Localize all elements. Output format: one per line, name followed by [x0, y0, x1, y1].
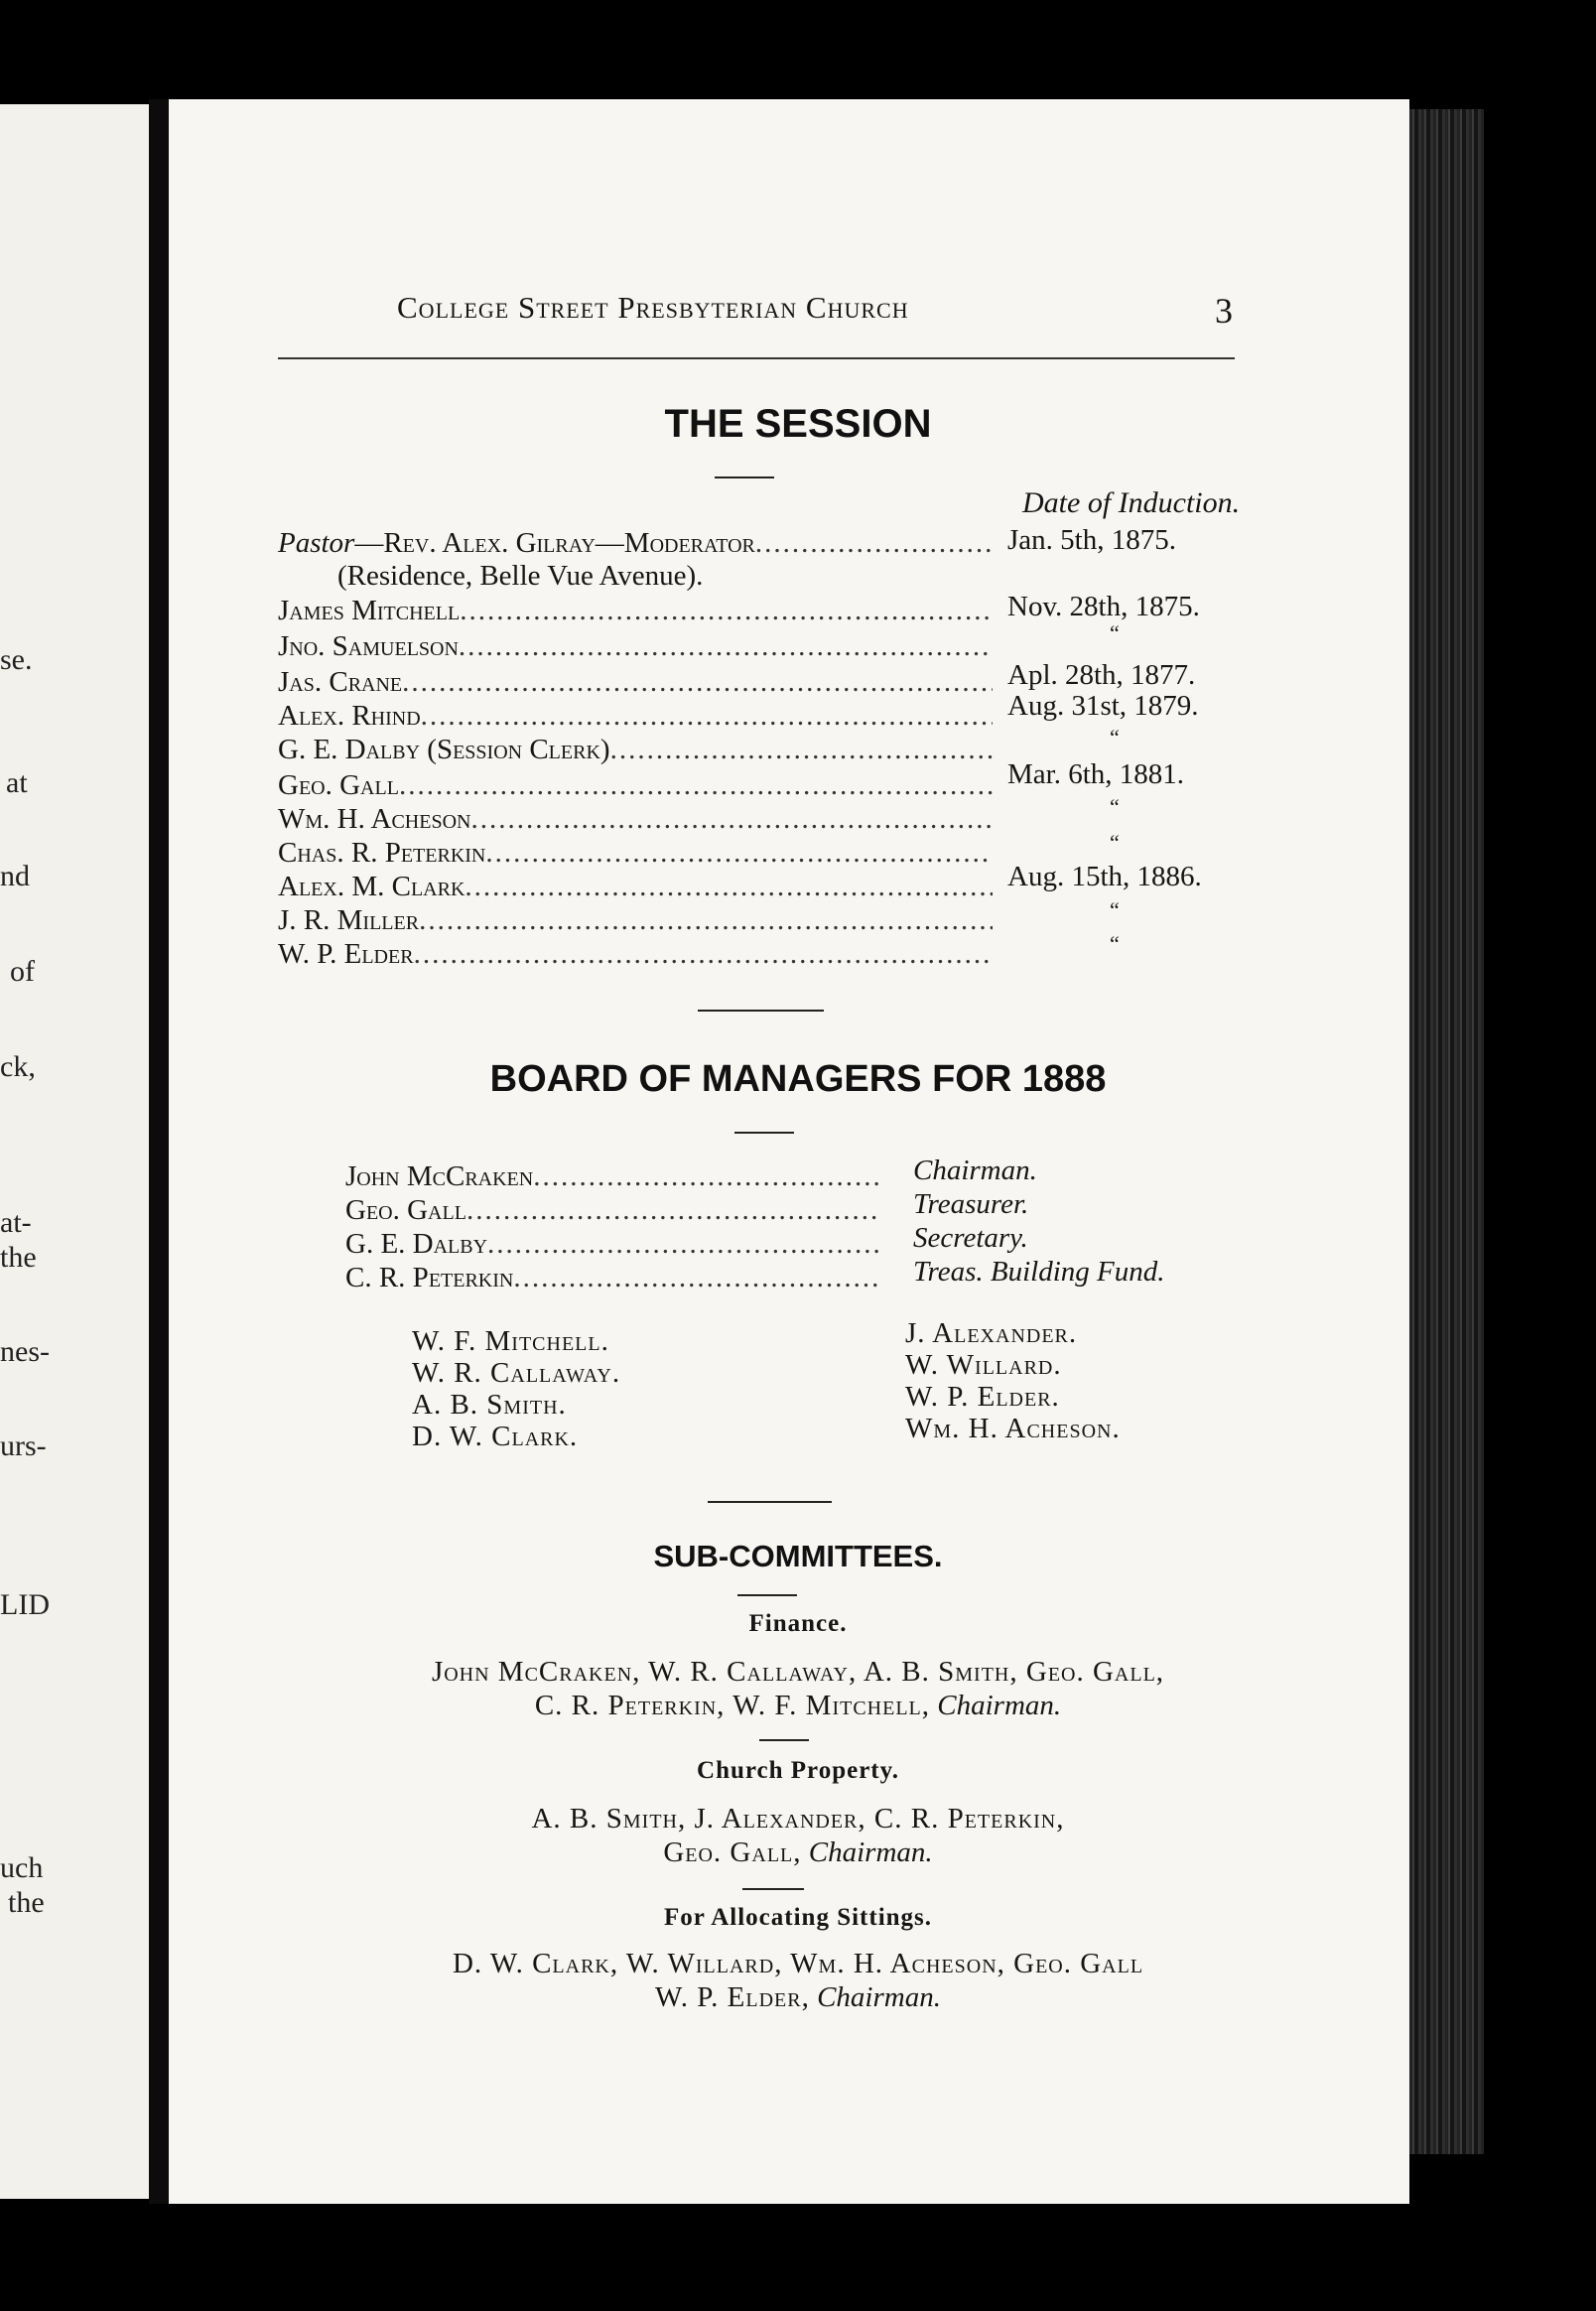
session-member: Geo. Gall ..... [278, 768, 993, 802]
subcommittee-members: John McCraken, W. R. Callaway, A. B. Smith, Geo. Gall, [431, 1656, 1165, 1688]
subcommittees-heading: SUB-COMMITTEES. [653, 1539, 943, 1573]
fragment: ck, [0, 1050, 36, 1083]
session-member: J. R. Miller ..... [278, 903, 993, 937]
section-divider [698, 1010, 824, 1012]
session-member: Jas. Crane ..... [278, 665, 993, 699]
board-member: A. B. Smith. [412, 1389, 567, 1421]
fragment: nes- [0, 1335, 50, 1368]
subcommittee-members: A. B. Smith, J. Alexander, C. R. Peterkin, [531, 1803, 1065, 1835]
board-member: J. Alexander. [905, 1317, 1078, 1349]
date-of-induction-header: Date of Induction. [1022, 486, 1241, 519]
session-member: Alex. Rhind ..... [278, 699, 993, 733]
fragment: uch [0, 1851, 44, 1884]
chairman-label: Chairman. [817, 1981, 941, 2013]
chairman-label: Chairman. [937, 1690, 1062, 1721]
subcommittee-members: W. P. Elder, Chairman. [655, 1981, 941, 2013]
board-officer: C. R. Peterkin ..... [345, 1261, 881, 1294]
fragment: the [0, 1241, 37, 1274]
induction-date: Mar. 6th, 1881. [1007, 758, 1185, 790]
pastor-entry [278, 526, 993, 560]
divider [737, 1594, 797, 1596]
fragment: nd [0, 860, 30, 892]
induction-date: Nov. 28th, 1875. [1007, 591, 1200, 622]
divider [734, 1132, 794, 1134]
board-officer: G. E. Dalby ..... [345, 1227, 881, 1261]
divider [715, 476, 774, 478]
fragment: LID [0, 1588, 50, 1621]
board-member: W. Willard. [905, 1349, 1062, 1381]
divider [742, 1888, 804, 1890]
subcommittee-title: Church Property. [697, 1757, 899, 1784]
pastor-name: —Rev. Alex. Gilray—Moderator [354, 527, 755, 559]
pastor-residence: (Residence, Belle Vue Avenue). [337, 560, 704, 592]
induction-date: Apl. 28th, 1877. [1007, 659, 1196, 691]
officer-role: Treas. Building Fund. [913, 1256, 1165, 1288]
page-number: 3 [1215, 291, 1233, 331]
board-officer: John McCraken ..... [345, 1159, 881, 1193]
session-member: Alex. M. Clark ..... [278, 870, 993, 903]
section-divider [708, 1501, 832, 1503]
fragment: of [10, 955, 35, 988]
board-member: W. P. Elder. [905, 1381, 1060, 1413]
board-member: D. W. Clark. [412, 1421, 579, 1452]
subcommittee-members: C. R. Peterkin, W. F. Mitchell, Chairman. [534, 1690, 1062, 1721]
officer-role: Treasurer. [913, 1188, 1029, 1220]
session-member: Wm. H. Acheson ..... [278, 802, 993, 836]
ditto-mark: “ [1110, 725, 1120, 749]
session-member: G. E. Dalby (Session Clerk) ..... [278, 733, 993, 766]
fragment: the [8, 1886, 45, 1919]
subcommittee-members: Geo. Gall, Chairman. [663, 1836, 933, 1868]
fragment: se. [0, 643, 33, 676]
subcommittee-title: Finance. [748, 1610, 848, 1637]
induction-date: Aug. 15th, 1886. [1007, 861, 1202, 892]
session-member: James Mitchell ..... [278, 594, 993, 627]
ditto-mark: “ [1110, 830, 1120, 855]
session-member: Chas. R. Peterkin ..... [278, 836, 993, 870]
running-head-title: College Street Presbyterian Church [397, 290, 909, 325]
ditto-mark: “ [1110, 794, 1120, 819]
fragment: at- [0, 1206, 32, 1239]
session-heading: THE SESSION [664, 402, 932, 446]
officer-role: Secretary. [913, 1222, 1028, 1254]
board-heading: BOARD OF MANAGERS FOR 1888 [489, 1058, 1107, 1100]
ditto-mark: “ [1110, 620, 1120, 645]
officer-role: Chairman. [913, 1155, 1037, 1186]
board-member: W. R. Callaway. [412, 1357, 621, 1389]
divider [759, 1739, 809, 1741]
fragment: urs- [0, 1429, 47, 1462]
board-member: Wm. H. Acheson. [905, 1413, 1121, 1444]
induction-date: Aug. 31st, 1879. [1007, 690, 1199, 722]
session-member: Jno. Samuelson ..... [278, 629, 993, 663]
subcommittee-title: For Allocating Sittings. [663, 1904, 933, 1931]
header-rule [278, 357, 1235, 359]
subcommittee-members: D. W. Clark, W. Willard, Wm. H. Acheson, Geo. Gall [452, 1948, 1144, 1979]
ditto-mark: “ [1110, 897, 1120, 922]
pastor-prefix: Pastor [278, 527, 355, 559]
board-member: W. F. Mitchell. [412, 1325, 609, 1357]
fragment: at [6, 766, 28, 799]
ditto-mark: “ [1110, 931, 1120, 956]
chairman-label: Chairman. [808, 1836, 933, 1868]
session-member: W. P. Elder ..... [278, 937, 993, 971]
board-officer: Geo. Gall ..... [345, 1193, 881, 1227]
pastor-date: Jan. 5th, 1875. [1007, 524, 1176, 556]
